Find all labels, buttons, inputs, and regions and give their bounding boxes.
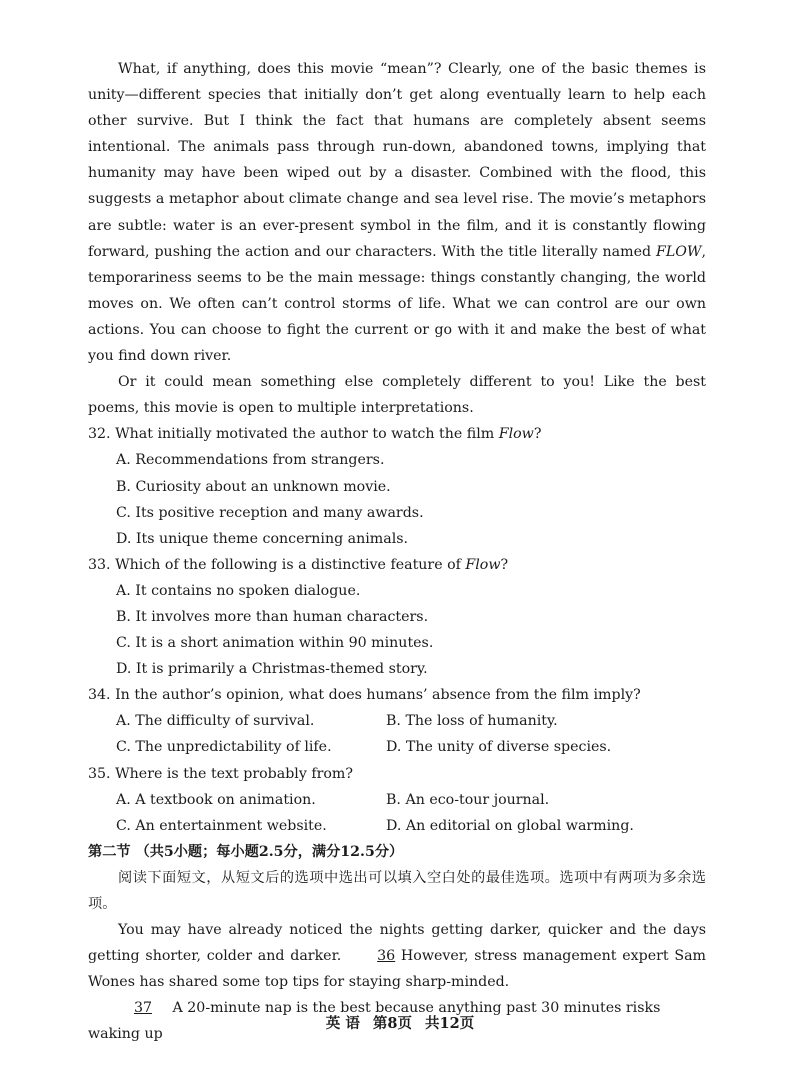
options-34-row-1 (88, 708, 706, 734)
film-title: Flow (465, 556, 501, 573)
footer-page-number: 第8页 (372, 1015, 412, 1032)
option-34-a: A. The difficulty of survival. (116, 713, 315, 730)
option-32-c: C. Its positive reception and many awards. (116, 504, 424, 521)
footer-subject: 英 语 (325, 1015, 360, 1032)
footer-total-pages: 共12页 (425, 1015, 475, 1032)
options-34-row-2 (88, 734, 706, 760)
option-32-d: D. Its unique theme concerning animals. (116, 530, 409, 547)
option-34-b: B. The loss of humanity. (386, 713, 558, 730)
option-32-b: B. Curiosity about an unknown movie. (116, 478, 391, 495)
film-title: FLOW (656, 243, 702, 260)
options-35-row-1 (88, 787, 706, 813)
question-32: 32. What initially motivated the author to watch the film Flow? (88, 426, 542, 443)
option-35-d: D. An editorial on global warming. (386, 817, 634, 834)
option-33-a: A. It contains no spoken dialogue. (116, 582, 361, 599)
option-34-c: C. The unpredictability of life. (116, 739, 332, 756)
question-34: 34. In the author’s opinion, what does humans’ absence from the film imply? (88, 687, 641, 704)
page-footer (0, 1012, 800, 1033)
cloze-paragraph-2: 37 A 20-minute nap is the best because anything past 30 minutes risks waking up (88, 995, 706, 1047)
cloze-paragraph-1: You may have already noticed the nights getting darker, quicker and the days getting shorter, colder and darker. 36 However, stress management expert Sam Wones has shared some top tips for staying sharp-minded. (88, 922, 706, 991)
passage-text: , temporariness seems to be the main message: things constantly changing, the world moves on. We often can’t control storms of life. What we can control are our own actions. You can choose to fight the current or go with it and make the best of what you find down river. (88, 243, 706, 365)
film-title: Flow (498, 426, 534, 443)
section-2-instruction: 阅读下面短文，从短文后的选项中选出可以填入空白处的最佳选项。选项中有两项为多余选项。 (88, 869, 706, 912)
passage-paragraph-2: Or it could mean something else completely different to you! Like the best poems, this movie is open to multiple interpretations. (88, 374, 706, 417)
blank-37: 37 (133, 1000, 153, 1017)
option-34-d: D. The unity of diverse species. (386, 739, 612, 756)
option-35-a: A. A textbook on animation. (116, 791, 316, 808)
option-33-b: B. It involves more than human characters. (116, 608, 429, 625)
option-33-d: D. It is primarily a Christmas-themed story. (116, 661, 428, 678)
page-content (88, 56, 706, 1048)
passage-text: What, if anything, does this movie “mean”? Clearly, one of the basic themes is unity—different species that initially don’t get along eventually learn to help each other survive. But I think the fact that humans are completely absent seems intentional. The animals pass through run-down, abandoned towns, implying that humanity may have been wiped out by a disaster. Combined with the flood, this suggests a metaphor about climate change and sea level rise. The movie’s metaphors are subtle: water is an ever-present symbol in the film, and it is constantly flowing forward, pushing the action and our characters. With the title literally named (88, 61, 706, 260)
option-35-c: C. An entertainment website. (116, 817, 327, 834)
question-33: 33. Which of the following is a distinctive feature of Flow? (88, 556, 509, 573)
passage-paragraph-1 (88, 56, 706, 369)
question-35: 35. Where is the text probably from? (88, 765, 353, 782)
option-35-b: B. An eco-tour journal. (386, 791, 550, 808)
blank-36: 36 (377, 948, 396, 965)
section-2-heading: 第二节 （共5小题；每小题2.5分，满分12.5分） (88, 843, 404, 860)
option-32-a: A. Recommendations from strangers. (116, 452, 385, 469)
options-35-row-2 (88, 813, 706, 839)
option-33-c: C. It is a short animation within 90 minutes. (116, 635, 434, 652)
